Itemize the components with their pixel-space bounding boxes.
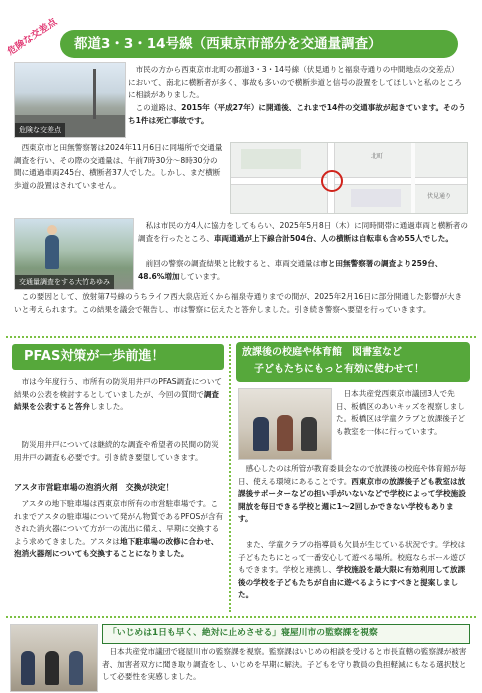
column-divider: [229, 344, 231, 612]
compare-text-end: しています。: [179, 271, 225, 281]
pfas-highlight: 調査結果を公表すると答弁: [14, 389, 220, 412]
map-road-h: [231, 177, 467, 185]
compare-paragraph: [138, 258, 468, 283]
person-shape: [45, 235, 59, 269]
pfas-subheading: アスタ市営駐車場の泡消火剤 交換が決定！: [14, 483, 174, 492]
after-highlight-2: 学校施設を最大限に有効利用して放課後の学校を子どもたちが自由に遊べるようにすべきと提案しました。: [238, 565, 466, 600]
bully-title: 「いじめは1日も早く、絶対に止めさせる」寝屋川市の監察課を視察: [108, 628, 378, 638]
intro-paragraph: 市民の方から西東京市北町の都道3・3・14号線（伏見通りと福泉寺通りの中間地点の交差点）において、南北に横断者が多く、事故も多いので横断歩道と信号の設置をしてほしいと私のところに相談がありました。: [128, 65, 462, 100]
pfas-asta-highlight: 地下駐車場の改修に合わせ、泡消火器剤についても交換することになりました。: [14, 536, 219, 559]
person-head: [47, 225, 57, 235]
after-title-line-1: 放課後の校庭や体育館 図書室など: [242, 347, 402, 358]
pfas-asta-text: アスタの地下駐車場は西東京市所有の市営駐車場です。これまでアスタの駐車場について発がん物質であるPFOSが含有された消火器について方が一の流出に備え、早期に交換するよう求めてきました。アスタは: [14, 499, 224, 546]
survey-result: 車両通過が上下線合計504台、人の横断は自転車も含め55人でした。: [213, 233, 453, 243]
after-paragraph-2: [238, 463, 468, 526]
map-marker-circle: [321, 170, 343, 192]
pfas-text-end: しました。: [89, 402, 128, 412]
bully-paragraph: 日本共産党市議団で寝屋川市の監察課を視察。監察課はいじめの相談を受けると市長直轄の監察課が被害者、加害者双方に聞き取り調査をし、いじめを早期に解決。子どもを守り教員の負担軽減にもなる選択肢として必要性を実感しました。: [102, 647, 467, 682]
survey-paragraph: [138, 220, 468, 245]
map-block: [351, 189, 401, 207]
survey-photo: [14, 218, 134, 290]
pfas-text: 市は今年度行う、市所有の防災用井戸のPFAS調査について結果の公表を検討するとしていましたが、今回の質問で: [14, 377, 222, 399]
road-paragraph: [128, 102, 466, 127]
divider: [6, 336, 476, 338]
danger-badge: 危険な交差点: [5, 16, 60, 58]
map-road-v2: [411, 143, 415, 213]
photo-caption: 交通量調査をする大竹あゆみ: [15, 275, 114, 289]
map-block: [241, 149, 301, 169]
survey-text: 私は市民の方4人に協力をしてもらい、2025年5月8日（木）に同時間帯に通過車両と横断者の調査を行ったところ、: [138, 221, 468, 243]
after-paragraph-3: [238, 539, 468, 602]
after-paragraph-1: 日本共産党西東京市議団3人で先日、板橋区のあいキッズを視察しました。板橋区は学童クラブと放課後子ども教室を一体に行っています。: [336, 389, 466, 436]
after-text: 感心したのは所管が教育委員会なので放課後の校庭や体育館が毎日、使える環境にあることです。: [238, 464, 466, 486]
pfas-paragraph-2: 防災用井戸については継続的な調査や希望者の民間の防災用井戸の調査も必要です。引き続き要望していきます。: [14, 440, 219, 462]
person-shape: [253, 417, 269, 451]
pfas-paragraph-1: [14, 376, 224, 414]
photo-caption: 危険な交差点: [15, 123, 65, 137]
page-title: 都道3・3・14号線（西東京市部分を交通量調査）: [74, 36, 382, 52]
divider: [6, 616, 476, 618]
person-shape: [301, 417, 317, 451]
after-text-2: また、学童クラブの指導員も欠員が生じている状況です。学校は子どもたちにとって一番安心して遊べる場所。校庭ならボール遊びもできます。学校と連携し、: [238, 540, 466, 575]
police-paragraph: 西東京市と田無警察署は2024年11月6日に同場所で交通量調査を行い、その際の交通量は、午前7時30分〜8時30分の間に通過車両245台、横断者37人でした。しかし、まだ横断歩道の設置はされていません。: [14, 143, 223, 190]
person-shape: [277, 415, 293, 451]
compare-result: 市と田無警察署の調査より259台、48.6%増加: [138, 259, 443, 281]
conclusion-paragraph: この要因として、放射第7号線のうちライフ西大泉店近くから福泉寺通りまでの間が、2025年2月16日に部分開通した影響が大きいと考えられます。この結果を議会で報告し、市は警察に伝えたと答弁しました。引き続き警察へ要望を行っていきます。: [14, 292, 463, 314]
road-accidents: 2015年（平成27年）に開通後、これまで14件の交通事故が起きています。そのうち1件は死亡事故です。: [128, 103, 466, 125]
road-text: この道路は、: [135, 103, 182, 112]
location-map: [230, 142, 468, 214]
visit-photo: [238, 388, 332, 460]
intersection-photo: [14, 62, 126, 138]
pfas-paragraph-3: [14, 498, 224, 561]
person-shape: [69, 651, 83, 685]
after-title-line-2: 子どもたちにもっと有効に使わせて！: [254, 364, 424, 375]
map-label: 北町: [371, 153, 384, 160]
person-shape: [21, 651, 35, 685]
compare-text: 前回の警察の調査結果と比較すると、車両交通量は: [145, 259, 321, 268]
pfas-title: PFAS対策が一歩前進！: [24, 349, 165, 364]
after-highlight: 西東京市の放課後子ども教室は放課後サポーターなどの担い手がいないなどで学校によって学校施設開放を毎日できる学校と週に1〜2回しかできない学校もあります。: [238, 476, 466, 524]
bully-photo: [10, 624, 98, 692]
pole-shape: [93, 69, 96, 119]
person-shape: [45, 651, 59, 685]
map-label: 伏見通り: [427, 193, 452, 200]
